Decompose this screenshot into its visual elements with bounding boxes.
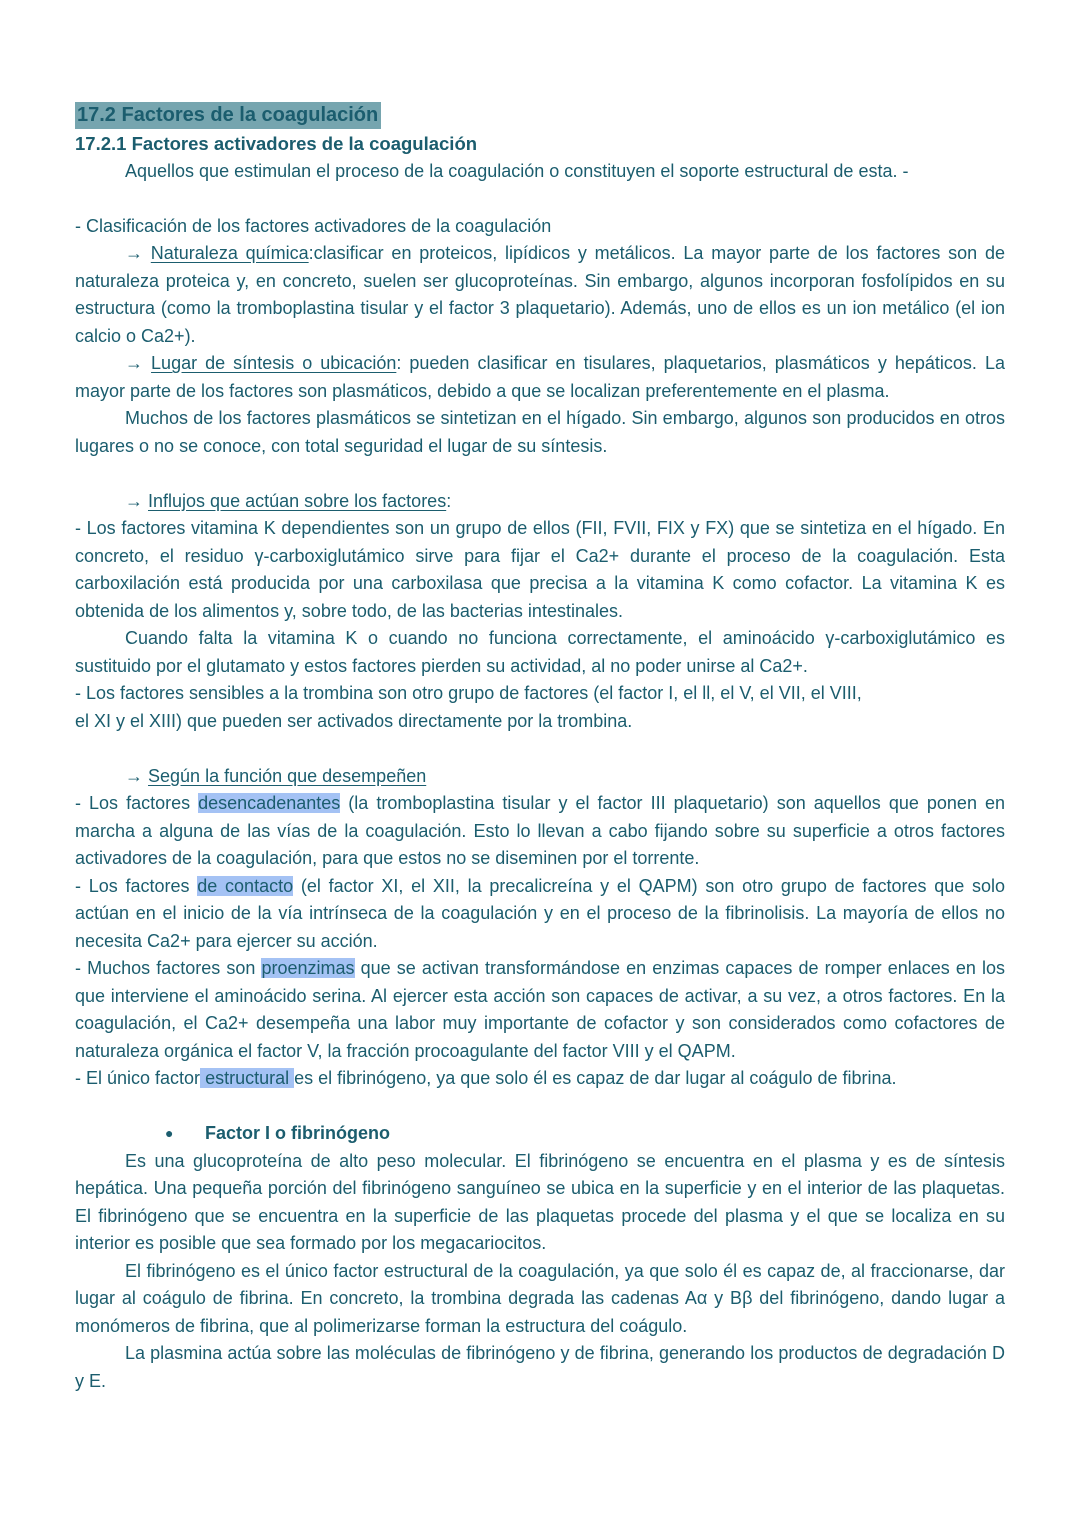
text-run: - Los factores vitamina K dependientes son un grupo de ellos (FII, FVII, FIX y FX) que se sintetiza en el hígado. En concreto, el residuo γ-carboxiglutámico sirve para fijar el Ca2+ durante el proceso de la coagulación. Esta carboxilación está producida por una carboxilasa que precisa a la vitamina K como cofactor. La vitamina K es obtenida de los alimentos y, sobre todo, de las bacterias intestinales.	[75, 518, 1005, 621]
underlined-heading-text: Lugar de síntesis o ubicación	[151, 353, 397, 373]
underlined-heading-text: Según la función que desempeñen	[148, 765, 427, 786]
highlighted-term: de contacto	[197, 875, 294, 896]
text-run: : pueden clasificar en tisulares, plaquetarios, plasmáticos y hepáticos. La mayor parte de los factores son plasmáticos, debido a que se localizan preferentemente en el plasma.	[75, 353, 1005, 401]
vitamina-k-paragraph	[75, 515, 1005, 625]
sensibles-trombina-paragraph	[75, 680, 1005, 735]
title-highlight-text: 17.2 Factores de la coagulación	[75, 102, 381, 129]
text-run: - El único factor	[75, 1068, 201, 1088]
falta-vitamina-k-paragraph	[75, 625, 1005, 680]
text-run: - Clasificación de los factores activadores de la coagulación	[75, 215, 552, 236]
highlighted-term: proenzimas	[261, 958, 355, 978]
text-run: →	[125, 765, 149, 786]
lugar-sintesis-paragraph	[75, 350, 1005, 405]
estructural-paragraph	[75, 1065, 1005, 1093]
de-contacto-paragraph	[75, 873, 1005, 956]
text-run: La plasmina actúa sobre las moléculas de fibrinógeno y de fibrina, generando los productos de degradación D y E.	[75, 1343, 1005, 1391]
blank-line	[75, 460, 1005, 488]
underlined-heading-text: Naturaleza química	[150, 243, 309, 263]
glucoproteina-paragraph	[75, 1148, 1005, 1258]
highlighted-term: estructural	[200, 1068, 295, 1088]
desencadenantes-paragraph	[75, 790, 1005, 873]
intro-paragraph	[75, 158, 1005, 186]
text-run: (el factor XI, el XII, la precalicreína y el QAPM) son otro grupo de factores que solo actúan en el inicio de la vía intrínseca de la coagulación y en el proceso de la fibrinolisis. La mayoría de ellos no necesita Ca2+ para ejercer su acción.	[75, 875, 1005, 951]
text-run: el XI y el XIII) que pueden ser activados directamente por la trombina.	[75, 710, 633, 731]
blank-line	[75, 185, 1005, 213]
text-run: →	[125, 243, 151, 263]
plasmina-paragraph	[75, 1340, 1005, 1395]
text-run: - Los factores sensibles a la trombina son otro grupo de factores (el factor I, el ll, el V, el VII, el VIII,	[75, 683, 862, 703]
text-run: - Muchos factores son	[75, 958, 262, 978]
text-run: →	[125, 490, 149, 511]
text-run: 17.2.1 Factores activadores de la coagulación	[75, 133, 478, 154]
factor-i-bullet-heading	[75, 1120, 1005, 1148]
text-run: Factor I o fibrinógeno	[205, 1123, 390, 1143]
blank-line	[75, 1093, 1005, 1121]
text-run: →	[125, 353, 152, 373]
blank-line	[75, 735, 1005, 763]
segun-funcion-heading	[75, 763, 1005, 791]
bullet-icon: ●	[165, 1125, 174, 1141]
text-run: :clasificar en proteicos, lipídicos y metálicos. La mayor parte de los factores son de naturaleza proteica y, en concreto, suelen ser glucoproteínas. Sin embargo, algunos incorporan fosfolípidos en su estructura (como la tromboplastina tisular y el factor 3 plaquetario). Además, uno de ellos es un ion metálico (el ion calcio o Ca2+).	[75, 243, 1005, 346]
text-run: Muchos de los factores plasmáticos se sintetizan en el hígado. Sin embargo, algunos son producidos en otros lugares o no se conoce, con total seguridad el lugar de su síntesis.	[75, 408, 1005, 456]
classification-line	[75, 213, 1005, 241]
higado-paragraph	[75, 405, 1005, 460]
text-run: El fibrinógeno es el único factor estructural de la coagulación, ya que solo él es capaz de, al fraccionarse, dar lugar al coágulo de fibrina. En concreto, la trombina degrada las cadenas Aα y Bβ del fibrinógeno, dando lugar a monómeros de fibrina, que al polimerizarse forman la estructura del coágulo.	[75, 1260, 1005, 1336]
underlined-heading-text: Influjos que actúan sobre los factores	[148, 490, 447, 511]
naturaleza-quimica-paragraph	[75, 240, 1005, 350]
text-run: Aquellos que estimulan el proceso de la coagulación o constituyen el soporte estructural de esta. -	[125, 160, 909, 181]
section-title	[75, 101, 1005, 129]
proenzimas-paragraph	[75, 955, 1005, 1065]
highlighted-term: desencadenantes	[198, 793, 341, 813]
fibrinogeno-estructural-paragraph	[75, 1258, 1005, 1341]
text-run: - Los factores	[75, 793, 199, 813]
text-run: que se activan transformándose en enzimas capaces de romper enlaces en los que interviene el aminoácido serina. Al ejercer esta acción son capaces de activar, a su vez, a otros factores. En la coagulación, el Ca2+ desempeña una labor muy importante de cofactor y son considerados como cofactores de naturaleza orgánica el factor V, la fracción procoagulante del factor VIII y el QAPM.	[75, 958, 1005, 1061]
influjos-heading	[75, 488, 1005, 516]
text-run: - Los factores	[75, 875, 198, 896]
text-run: Es una glucoproteína de alto peso molecular. El fibrinógeno se encuentra en el plasma y es de síntesis hepática. Una pequeña porción del fibrinógeno sanguíneo se ubica en la superficie y en el interior de las plaquetas. El fibrinógeno que se encuentra en la superficie de las plaquetas procede del plasma y el que se localiza en su interior es posible que sea formado por los megacariocitos.	[75, 1150, 1005, 1253]
subsection-title	[75, 130, 1005, 158]
text-run: :	[446, 490, 452, 511]
text-run: Cuando falta la vitamina K o cuando no funciona correctamente, el aminoácido γ-carboxiglutámico es sustituido por el glutamato y estos factores pierden su actividad, al no poder unirse al Ca2+.	[75, 628, 1005, 676]
text-run: es el fibrinógeno, ya que solo él es capaz de dar lugar al coágulo de fibrina.	[294, 1068, 897, 1088]
text-run: (la tromboplastina tisular y el factor III plaquetario) son aquellos que ponen en marcha a alguna de las vías de la coagulación. Esto lo llevan a cabo fijando sobre su superficie a otros factores activadores de la coagulación, para que estos no se diseminen por el torrente.	[75, 793, 1006, 868]
